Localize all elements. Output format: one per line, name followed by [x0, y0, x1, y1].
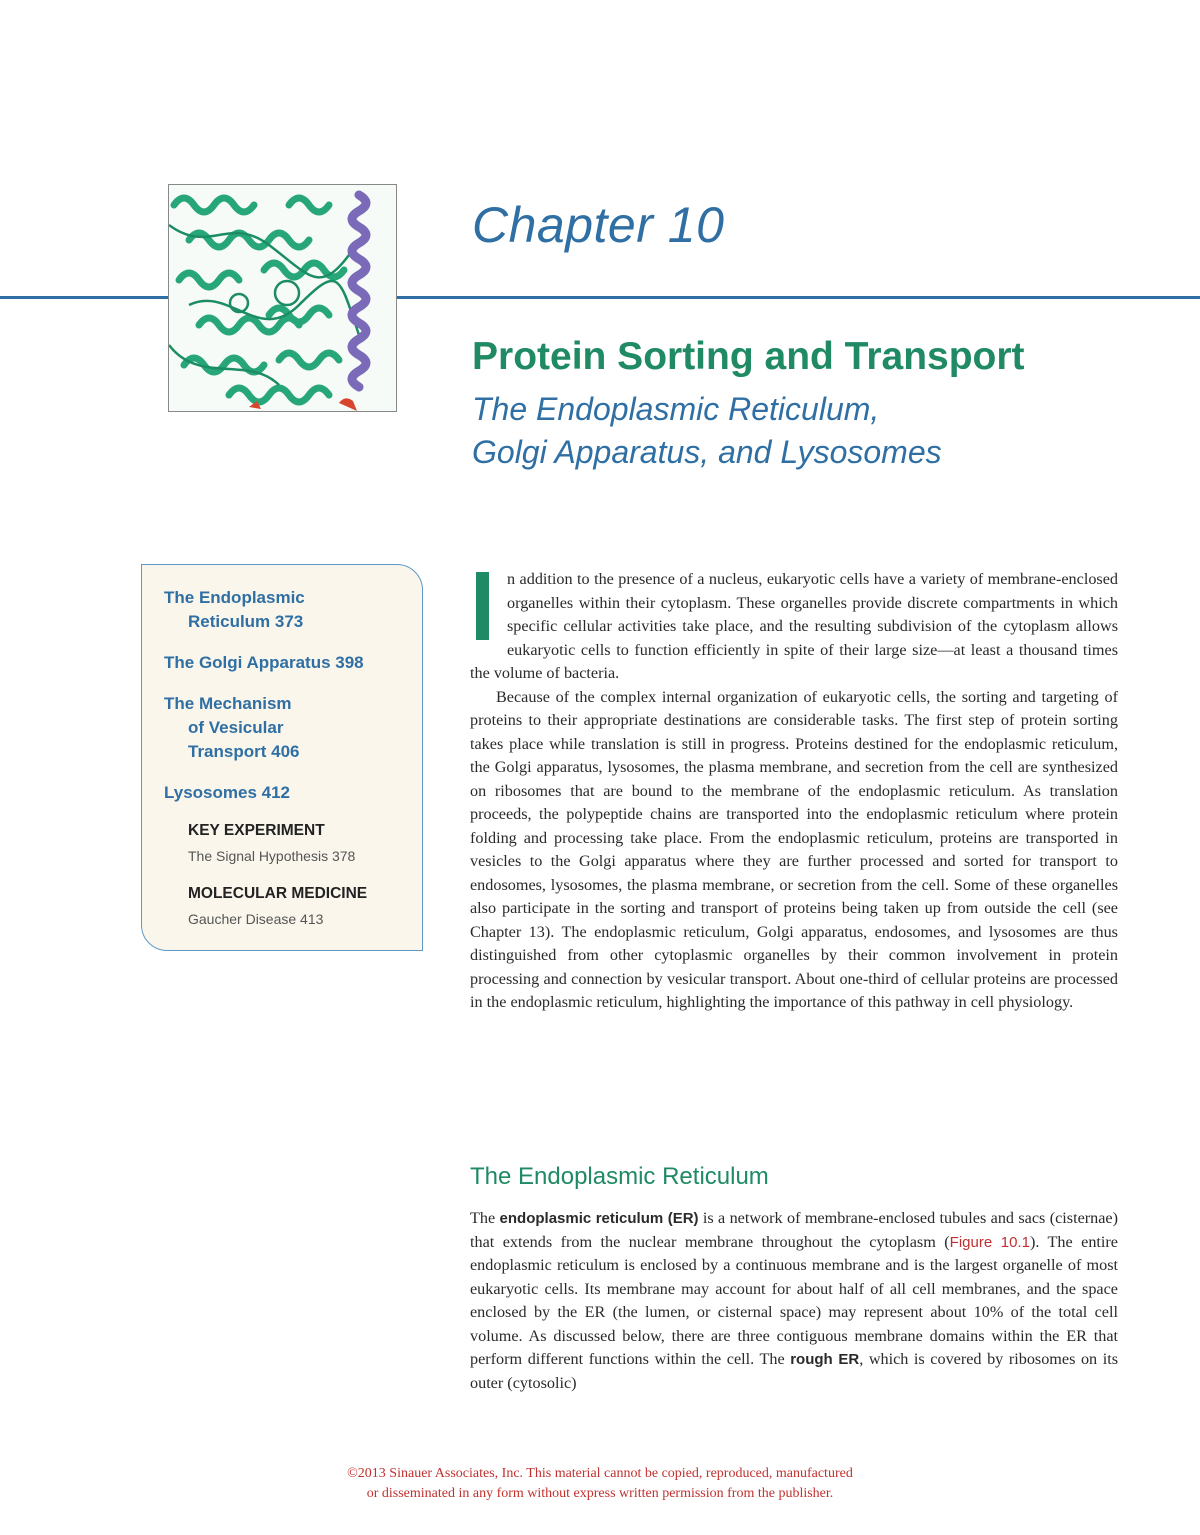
- header-rule-left: [0, 296, 170, 299]
- toc-item-line: The Endoplasmic: [164, 588, 305, 607]
- body-paragraph-3: [470, 1207, 1118, 1395]
- drop-cap-letter-i: [476, 572, 489, 640]
- toc-item-vesicular-transport[interactable]: [164, 692, 300, 764]
- header-rule-right: [396, 296, 1200, 299]
- key-experiment-heading: KEY EXPERIMENT: [188, 822, 325, 839]
- toc-item-line: Lysosomes 412: [164, 783, 290, 802]
- term-rough-er: rough ER: [790, 1351, 860, 1368]
- copyright-notice: [0, 1464, 1200, 1504]
- toc-item-line: Transport 406: [188, 742, 300, 761]
- text-run: is a network of membrane-enclosed tubules and sacs (cisternae) that extends from the nuclear membrane throughout the cytoplasm (: [470, 1209, 1119, 1251]
- molecular-medicine-block: [188, 885, 367, 927]
- toc-item-lysosomes[interactable]: [164, 781, 290, 805]
- toc-item-line: Reticulum 373: [188, 612, 304, 631]
- toc-item-line: The Mechanism: [164, 694, 292, 713]
- key-experiment-item[interactable]: The Signal Hypothesis 378: [188, 848, 356, 864]
- body-paragraph-2: Because of the complex internal organization of eukaryotic cells, the sorting and targeting of proteins to their appropriate destinations are considerable tasks. The first step of protein sorting takes place while translation is still in progress. Proteins destined for the endoplasmic reticulum, the Golgi apparatus, lysosomes, the plasma membrane, and secretion from the cell are synthesized on ribosomes that are bound to the membrane of the endoplasmic reticulum. As translation proceeds, the polypeptide chains are transported into the endoplasmic reticulum where protein folding and processing take place. From the endoplasmic reticulum, proteins are transported in vesicles to the Golgi apparatus where they are further processed and sorted for transport to endosomes, lysosomes, the plasma membrane, or secretion from the cell. Some of these organelles also participate in the sorting and transport of proteins being taken up from outside the cell (see Chapter 13). The endoplasmic reticulum, Golgi apparatus, endosomes, and lysosomes are thus distinguished from other cytoplasmic organelles by their common involvement in protein processing and connection by vesicular transport. About one-third of cellular proteins are processed in the endoplasmic reticulum, highlighting the importance of this pathway in cell physiology.: [470, 687, 1118, 1011]
- text-run: , which is covered by ribosomes on its outer (cytosolic): [470, 1350, 1118, 1392]
- subtitle-line-2: Golgi Apparatus, and Lysosomes: [472, 434, 942, 470]
- toc-item-endoplasmic-reticulum[interactable]: [164, 586, 305, 634]
- figure-reference-link[interactable]: Figure 10.1: [949, 1233, 1030, 1251]
- protein-structure-image: [168, 184, 397, 412]
- toc-item-line: The Golgi Apparatus 398: [164, 653, 364, 672]
- text-run: The: [470, 1209, 500, 1227]
- text-run: ). The entire endoplasmic reticulum is enclosed by a continuous membrane and is the largest organelle of most eukaryotic cells. Its membrane may account for about half of all cell membranes, and the space enclosed by the ER (the lumen, or cisternal space) may represent about 10% of the total cell volume. As discussed below, there are three contiguous membrane domains within the ER that perform different functions within the cell. The: [470, 1232, 1118, 1368]
- chapter-outline-box: [141, 564, 423, 951]
- toc-item-line: of Vesicular: [188, 718, 284, 737]
- copyright-line-2: or disseminated in any form without express written permission from the publisher.: [366, 1486, 834, 1501]
- copyright-line-1: ©2013 Sinauer Associates, Inc. This material cannot be copied, reproduced, manufactured: [347, 1466, 853, 1481]
- key-experiment-block: [188, 822, 355, 864]
- intro-text: [470, 568, 1118, 1015]
- chapter-label: Chapter 10: [472, 197, 725, 253]
- section-heading: The Endoplasmic Reticulum: [470, 1163, 769, 1190]
- protein-ribbon-graphic: [169, 185, 396, 411]
- term-endoplasmic-reticulum: endoplasmic reticulum (ER): [499, 1210, 699, 1227]
- subtitle-line-1: The Endoplasmic Reticulum,: [472, 391, 880, 427]
- chapter-title: Protein Sorting and Transport: [472, 335, 1025, 378]
- molecular-medicine-item[interactable]: Gaucher Disease 413: [188, 911, 324, 927]
- chapter-subtitle: [472, 388, 942, 474]
- toc-item-golgi-apparatus[interactable]: [164, 651, 364, 675]
- molecular-medicine-heading: MOLECULAR MEDICINE: [188, 885, 368, 902]
- intro-paragraph: n addition to the presence of a nucleus, eukaryotic cells have a variety of membrane-enclosed organelles within their cytoplasm. These organelles provide discrete compartments in which specific cellular activities take place, and the resulting subdivision of the cytoplasm allows eukaryotic cells to function efficiently in spite of their large size—at least a thousand times the volume of bacteria.: [470, 570, 1118, 682]
